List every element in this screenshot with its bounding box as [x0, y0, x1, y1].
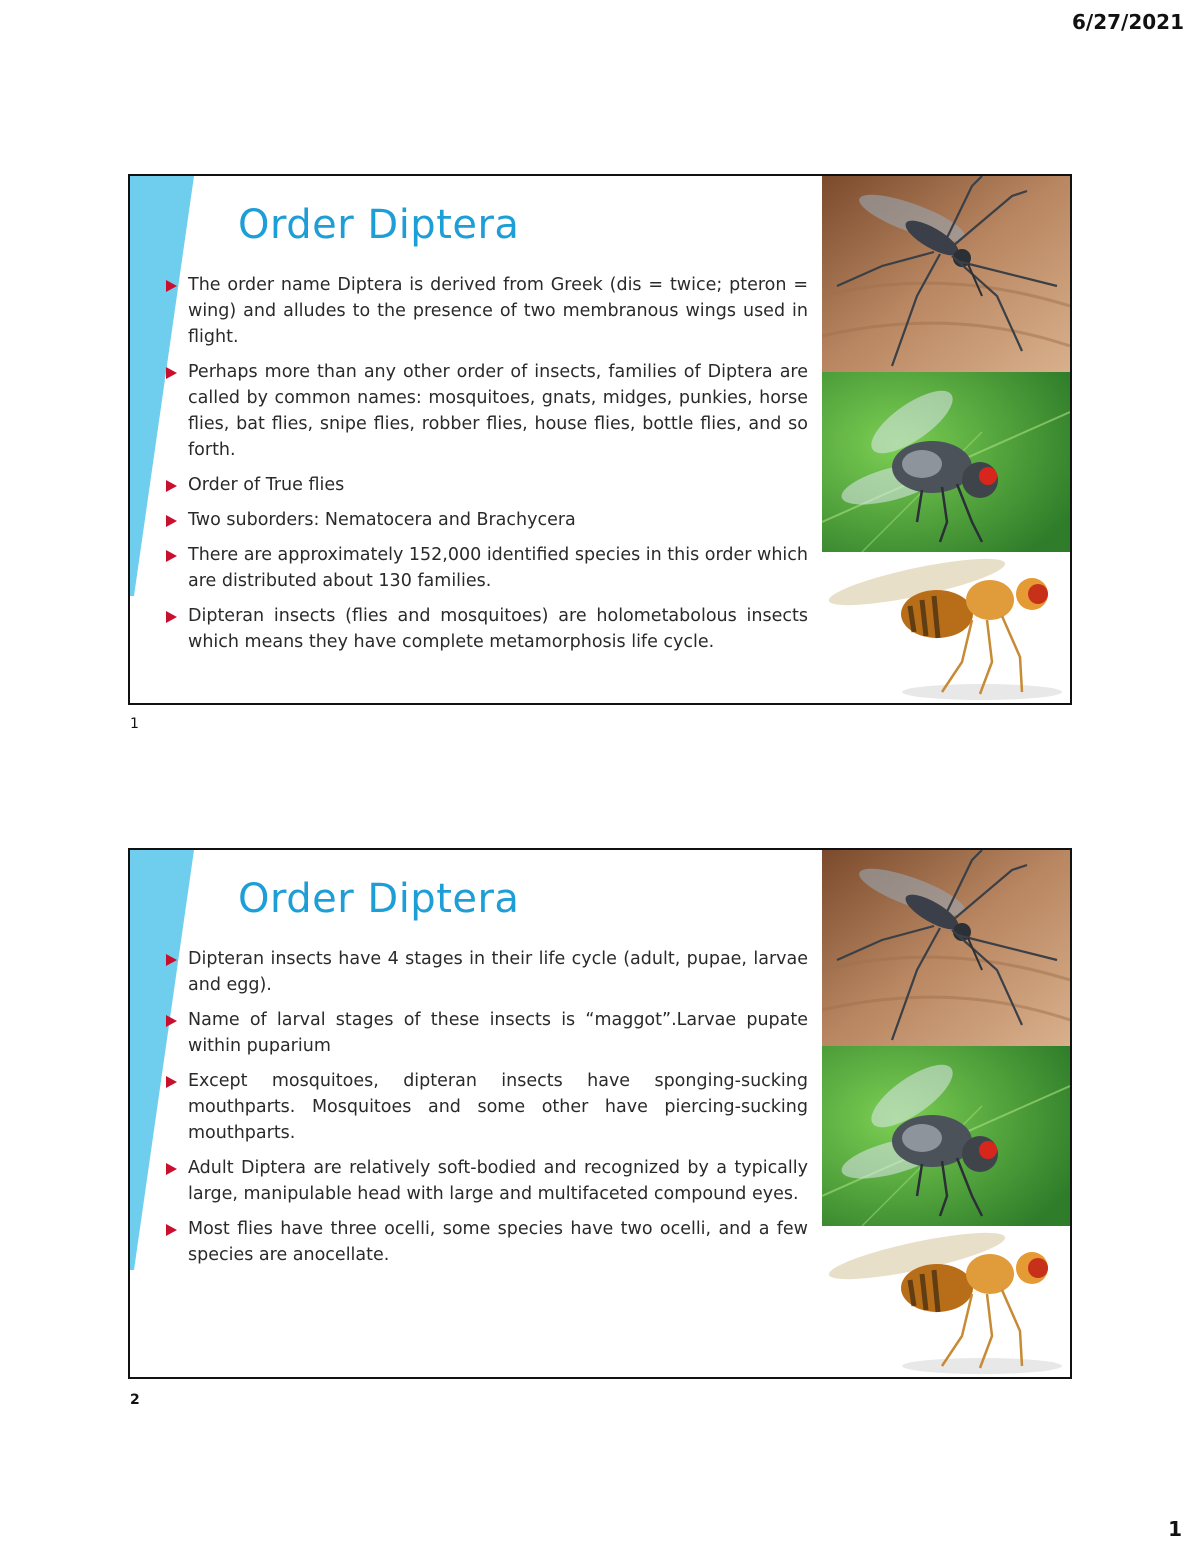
slide-title: Order Diptera: [238, 876, 520, 922]
bullet-text: Two suborders: Nematocera and Brachycera: [188, 510, 576, 530]
bullet-text: Perhaps more than any other order of insects, families of Diptera are called by common names: mosquitoes, gnats, midges, punkies, horse flies, bat flies, snipe flies, robber flies, house flies, bottle flies, and so forth.: [188, 362, 808, 460]
bullet-arrow-icon: [166, 550, 177, 562]
bullet-arrow-icon: [166, 1076, 177, 1088]
mosquito-photo: [822, 176, 1070, 372]
page-number: 1: [1168, 1517, 1182, 1541]
bullet-item: [164, 946, 808, 998]
mosquito-photo: [822, 850, 1070, 1046]
page-date: 6/27/2021: [1071, 10, 1184, 34]
bullet-arrow-icon: [166, 367, 177, 379]
bullet-arrow-icon: [166, 1015, 177, 1027]
slide-2: [128, 848, 1072, 1379]
housefly-photo: [822, 1046, 1070, 1226]
bullet-arrow-icon: [166, 1224, 177, 1236]
bullet-item: [164, 1007, 808, 1059]
bullet-text: Dipteran insects (flies and mosquitoes) are holometabolous insects which means they have complete metamorphosis life cycle.: [188, 606, 808, 652]
bullet-arrow-icon: [166, 480, 177, 492]
bullet-arrow-icon: [166, 280, 177, 292]
bullet-item: [164, 1155, 808, 1207]
bullet-item: [164, 272, 808, 350]
slide-1: [128, 174, 1072, 705]
bullet-item: [164, 542, 808, 594]
bullet-text: Dipteran insects have 4 stages in their life cycle (adult, pupae, larvae and egg).: [188, 949, 808, 995]
slide-title: Order Diptera: [238, 202, 520, 248]
bullet-list: [164, 946, 808, 1277]
photo-column: [822, 176, 1070, 703]
bullet-arrow-icon: [166, 954, 177, 966]
bullet-text: Adult Diptera are relatively soft-bodied and recognized by a typically large, manipulable head with large and multifaceted compound eyes.: [188, 1158, 808, 1204]
bullet-arrow-icon: [166, 611, 177, 623]
bullet-item: [164, 359, 808, 463]
bullet-text: The order name Diptera is derived from Greek (dis = twice; pteron = wing) and alludes to the presence of two membranous wings used in flight.: [188, 275, 808, 347]
slide-number: 1: [130, 716, 139, 732]
bullet-text: Name of larval stages of these insects is “maggot”.Larvae pupate within puparium: [188, 1010, 808, 1056]
bullet-text: Except mosquitoes, dipteran insects have sponging-sucking mouthparts. Mosquitoes and some other have piercing-sucking mouthparts.: [188, 1071, 808, 1143]
bullet-item: [164, 507, 808, 533]
bullet-text: Most flies have three ocelli, some species have two ocelli, and a few species are anocellate.: [188, 1219, 808, 1265]
fruitfly-photo: [822, 552, 1070, 703]
bullet-item: [164, 1068, 808, 1146]
bullet-arrow-icon: [166, 1163, 177, 1175]
bullet-item: [164, 472, 808, 498]
bullet-text: Order of True flies: [188, 475, 345, 495]
fruitfly-photo: [822, 1226, 1070, 1377]
housefly-photo: [822, 372, 1070, 552]
slide-number: 2: [130, 1392, 140, 1408]
bullet-item: [164, 603, 808, 655]
photo-column: [822, 850, 1070, 1377]
bullet-item: [164, 1216, 808, 1268]
bullet-text: There are approximately 152,000 identified species in this order which are distributed about 130 families.: [188, 545, 808, 591]
bullet-list: [164, 272, 808, 664]
bullet-arrow-icon: [166, 515, 177, 527]
